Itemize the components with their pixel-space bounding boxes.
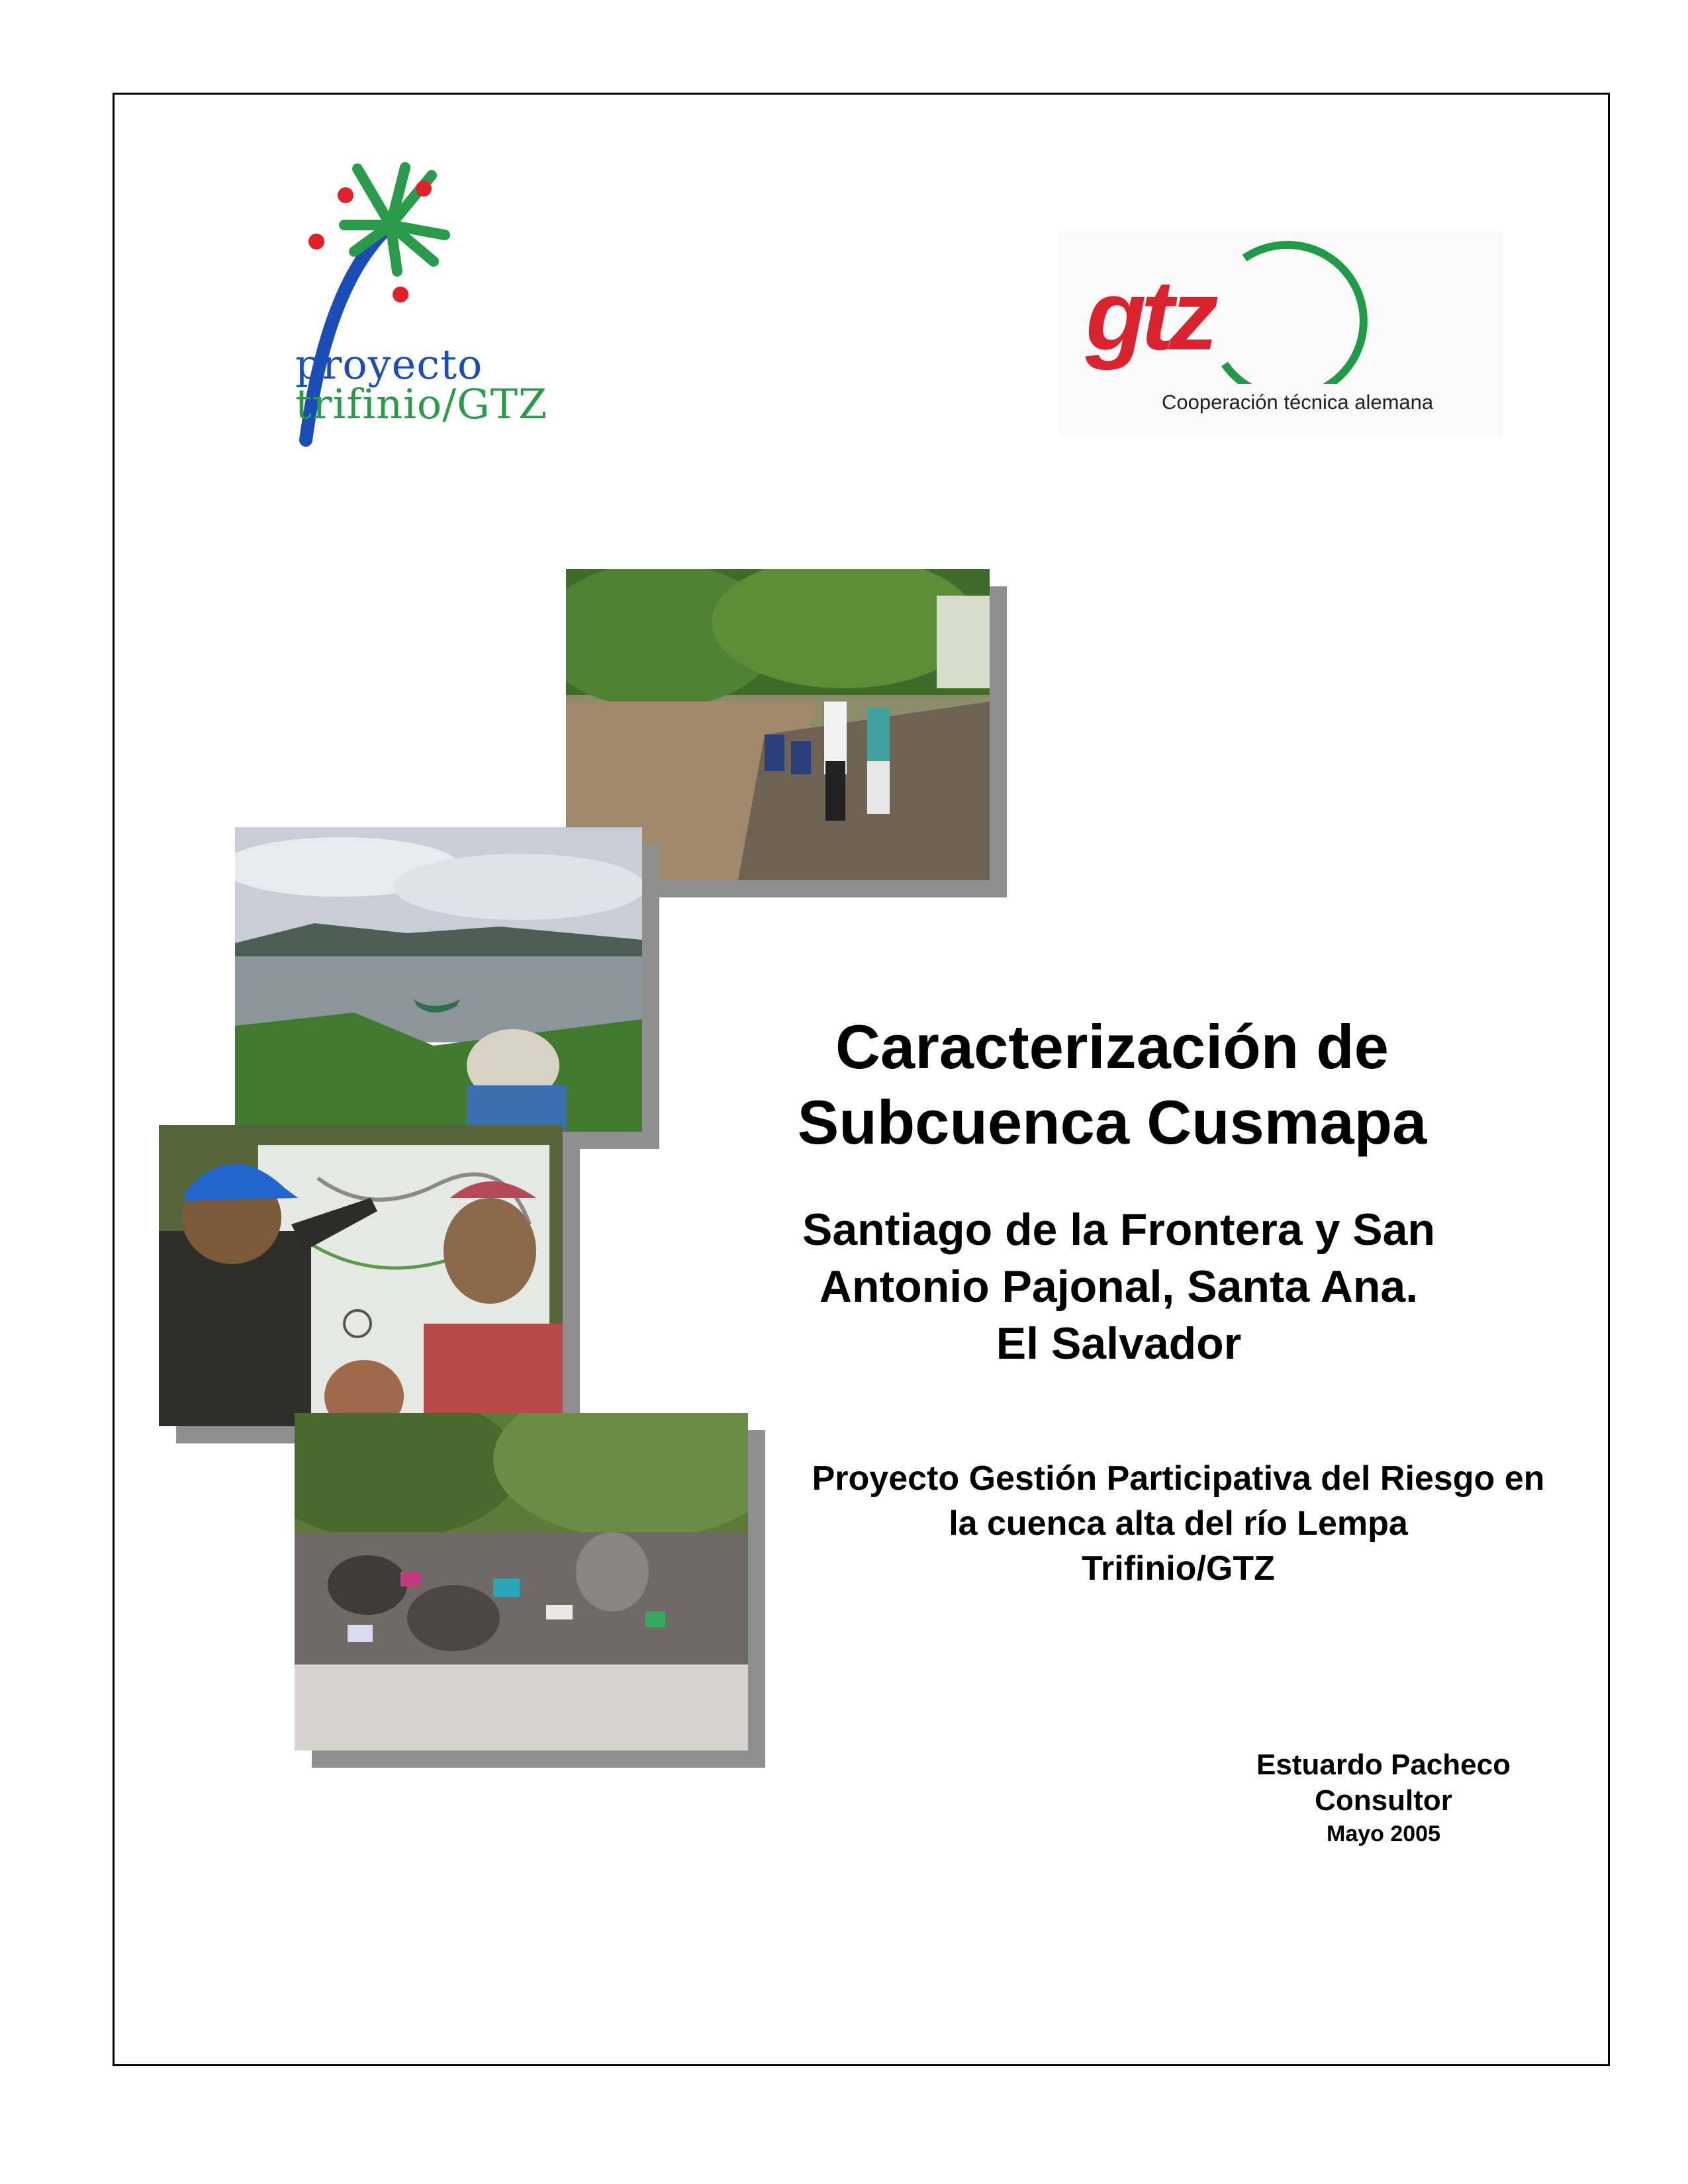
gtz-emblem-icon: [1059, 232, 1503, 384]
title-line-2: Subcuenca Cusmapa: [797, 1087, 1427, 1157]
project-line-2: la cuenca alta del río Lempa: [949, 1504, 1408, 1543]
trifinio-logo-line1: proyecto: [295, 340, 483, 388]
project-line-1: Proyecto Gestión Participativa del Riesgo en: [812, 1459, 1545, 1498]
project-name: [768, 1456, 1589, 1591]
author-name: Estuardo Pacheco: [1256, 1749, 1511, 1781]
author-role: Consultor: [1315, 1784, 1452, 1817]
author-block: [1205, 1747, 1562, 1849]
publication-date: Mayo 2005: [1327, 1821, 1440, 1846]
document-subtitle: [728, 1201, 1509, 1372]
garbage-dump-photo: [295, 1413, 748, 1751]
subtitle-line-3: El Salvador: [996, 1318, 1242, 1369]
project-line-3: Trifinio/GTZ: [1082, 1549, 1275, 1588]
title-line-1: Caracterización de: [835, 1012, 1389, 1081]
trifinio-logo: [291, 162, 548, 447]
subtitle-line-1: Santiago de la Frontera y San: [802, 1205, 1436, 1255]
gtz-tagline: Cooperación técnica alemana: [1162, 390, 1434, 414]
gtz-logo: [1059, 232, 1503, 437]
document-title: [748, 1009, 1476, 1160]
lake-canoe-photo: [235, 827, 642, 1132]
community-mapping-workshop-photo: [159, 1125, 563, 1426]
gtz-wordmark: gtz: [1086, 259, 1213, 371]
trifinio-logo-line2: trifinio/GTZ: [295, 380, 548, 428]
subtitle-line-2: Antonio Pajonal, Santa Ana.: [819, 1261, 1419, 1312]
